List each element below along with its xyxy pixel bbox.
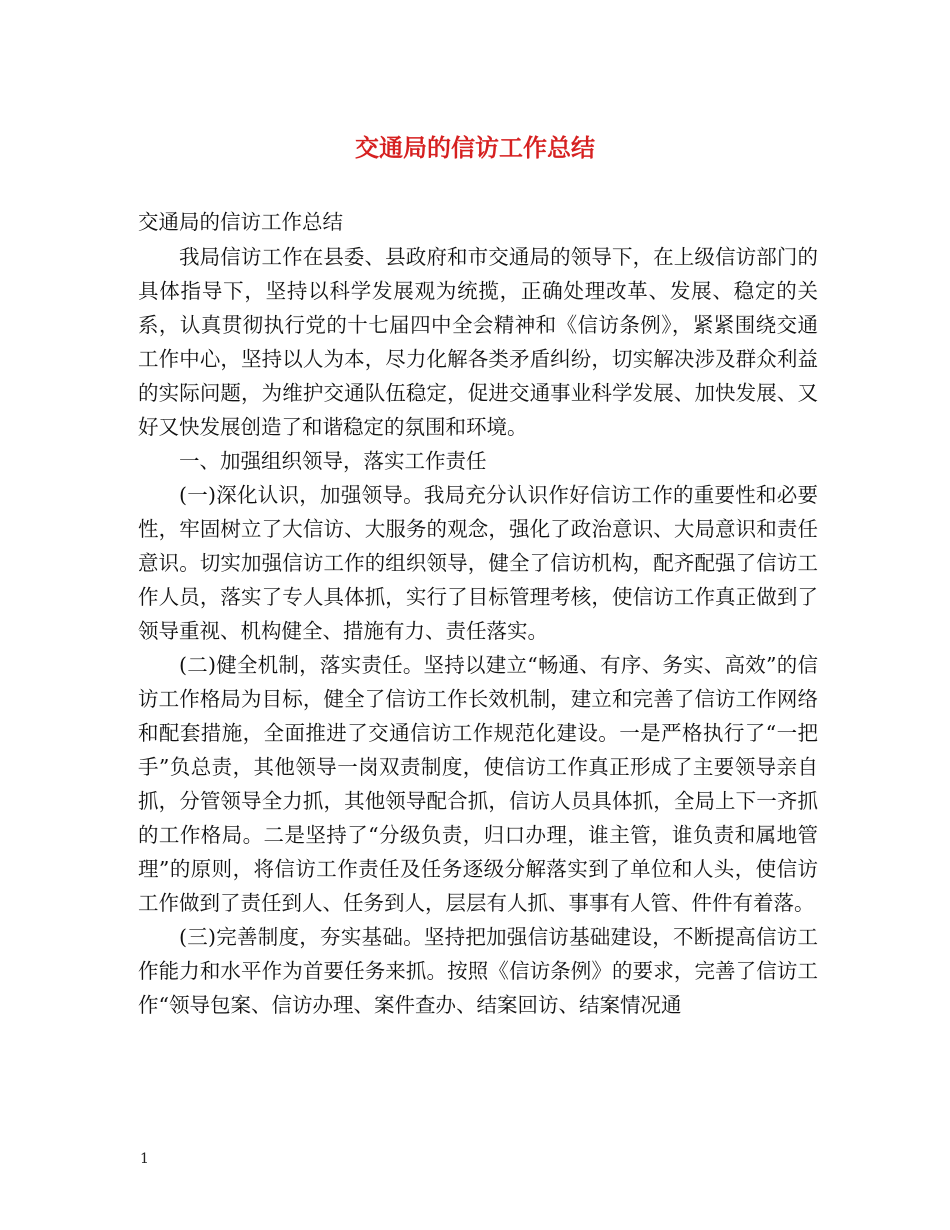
paragraph-intro: 我局信访工作在县委、县政府和市交通局的领导下，在上级信访部门的具体指导下，坚持以科学发展观为统揽，正确处理改革、发展、稳定的关系，认真贯彻执行党的十七届四中全会精神和《信访条例》，紧紧围绕交通工作中心，坚持以人为本，尽力化解各类矛盾纠纷，切实解决涉及群众利益的实际问题，为维护交通队伍稳定，促进交通事业科学发展、加快发展、又好又快发展创造了和谐稳定的氛围和环境。 (138, 245, 818, 439)
paragraph-section-1-2: (二)健全机制，落实责任。坚持以建立“畅通、有序、务实、高效”的信访工作格局为目标，健全了信访工作长效机制，建立和完善了信访工作网络和配套措施，全面推进了交通信访工作规范化建设。一是严格执行了“一把手”负总责，其他领导一岗双责制度，使信访工作真正形成了主要领导亲自抓，分管领导全力抓，其他领导配合抓，信访人员具体抓，全局上下一齐抓的工作格局。二是坚持了“分级负责，归口办理，谁主管，谁负责和属地管理”的原则，将信访工作责任及任务逐级分解落实到了单位和人头，使信访工作做到了责任到人、任务到人，层层有人抓、事事有人管、件件有着落。 (138, 653, 818, 915)
section-heading-1: 一、加强组织领导，落实工作责任 (179, 449, 487, 473)
paragraph-section-1-1: (一)深化认识，加强领导。我局充分认识作好信访工作的重要性和必要性，牢固树立了大信访、大服务的观念，强化了政治意识、大局意识和责任意识。切实加强信访工作的组织领导，健全了信访机构，配齐配强了信访工作人员，落实了专人具体抓，实行了目标管理考核，使信访工作真正做到了领导重视、机构健全、措施有力、责任落实。 (138, 483, 818, 643)
paragraph-section-1-3: (三)完善制度，夯实基础。坚持把加强信访基础建设，不断提高信访工作能力和水平作为首要任务来抓。按照《信访条例》的要求，完善了信访工作“领导包案、信访办理、案件查办、结案回访、结案情况通 (138, 925, 818, 1017)
document-title: 交通局的信访工作总结 (355, 133, 595, 162)
document-subtitle: 交通局的信访工作总结 (138, 210, 343, 234)
page-number: 1 (140, 1151, 149, 1167)
document-body (138, 205, 818, 1022)
